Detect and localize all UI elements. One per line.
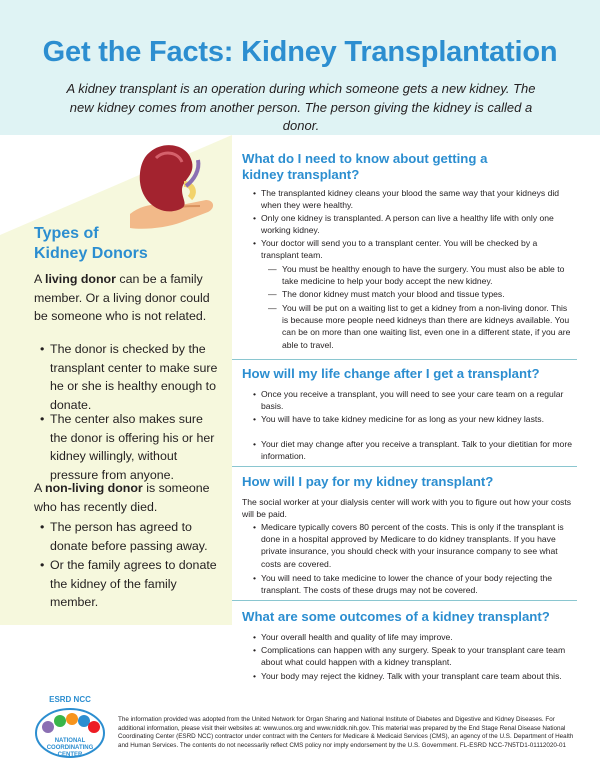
list-item-text: Your overall health and quality of life may improve. [261, 632, 453, 642]
list-item-text: Once you receive a transplant, you will need to see your care team on a regular basis. [261, 389, 564, 412]
nonliving-pre: A [34, 481, 46, 495]
living-bold: living donor [45, 272, 116, 286]
section-heading-outcomes: What are some outcomes of a kidney transplant? [242, 609, 550, 624]
payment-paragraph: The social worker at your dialysis center will work with you to figure out how your costs will be paid. [242, 497, 572, 520]
sub-list-item-text: You will be put on a waiting list to get a kidney from a non-living donor. This is because more people need kidneys than there are kidneys available. You can be on more than one waiting list, even one in a different state, if you are able to travel. [282, 303, 571, 350]
section-heading-payment: How will I pay for my kidney transplant? [242, 474, 494, 489]
list-item-text: The person has agreed to donate before passing away. [50, 520, 208, 553]
logo-top-text: ESRD NCC [49, 695, 91, 704]
heading-line: What do I need to know about getting a [242, 151, 488, 166]
list-item-text: You will need to take medicine to lower the chance of your body rejecting the transplant. The costs of these drugs may not be covered. [261, 573, 553, 596]
list-item-text: The center also makes sure the donor is offering his or her kidney willingly, without pressure from anyone. [50, 412, 215, 482]
list-item: • You will have to take kidney medicine for as long as your new kidney lasts. [253, 414, 544, 424]
list-item-text: You will have to take kidney medicine for as long as your new kidney lasts. [261, 414, 544, 424]
list-item: • The donor is checked by the transplant center to make sure he or she is healthy enough to donate. [40, 342, 218, 412]
list-item: • You will need to take medicine to lower the chance of your body rejecting the transplant. The costs of these drugs may not be covered. [253, 573, 553, 596]
section-divider [232, 466, 577, 467]
section-heading-life-change: How will my life change after I get a transplant? [242, 366, 540, 381]
kidney-in-hand-icon [120, 140, 220, 232]
list-item-text: The transplanted kidney cleans your blood the same way that your kidneys did when they were healthy. [261, 188, 560, 211]
sub-list-item-text: You must be healthy enough to have the surgery. You must also be able to take medicine to help your body accept the new kidney. [282, 264, 565, 287]
nonliving-post: is someone who has recently died. [34, 481, 210, 514]
list-item-text: Only one kidney is transplanted. A person can live a healthy life with only one working kidney. [261, 213, 554, 236]
list-item: • Or the family agrees to donate the kidney of the family member. [40, 558, 217, 609]
list-item: • The center also makes sure the donor is offering his or her kidney willingly, without pressure from anyone. [40, 412, 215, 482]
heading-line: kidney transplant? [242, 167, 360, 182]
sub-list-item: — You will be put on a waiting list to get a kidney from a non-living donor. This is because more people need kidneys than there are kidneys available. You can be on more than one waiting list, even one in a different state, if you are able to travel. [268, 303, 571, 350]
sub-list-item: — The donor kidney must match your blood and tissue types. [268, 289, 505, 299]
logo-line3: CENTER [57, 752, 83, 758]
sub-list-item: — You must be healthy enough to have the surgery. You must also be able to take medicine to help your body accept the new kidney. [268, 264, 565, 287]
footer-disclaimer: The information provided was adopted from the United Network for Organ Sharing and National Institute of Diabetes and Digestive and Kidney Diseases. For additional information, please visit their websites at: www.unos.org and www.niddk.nih.gov. This material was prepared by the End Stage Renal Disease National Coordinating Center (ESRD NCC) contractor under contract with the Centers for Medicare & Medicaid Services (CMS), an agency of the U.S. Department of Health and Human Services. The contents do not necessarily reflect CMS policy nor imply endorsement by the U.S. Government. FL-ESRD NCC-7N5TD1-01112020-01 [118, 716, 574, 749]
list-item: • Your body may reject the kidney. Talk with your transplant care team about this. [253, 671, 562, 681]
sidebar-title-line2: Kidney Donors [34, 245, 148, 262]
list-item-text: Your diet may change after you receive a transplant. Talk to your dietitian for more information. [261, 439, 572, 462]
list-item: • The person has agreed to donate before passing away. [40, 520, 208, 553]
living-donor-intro [34, 270, 222, 326]
nonliving-donor-intro [34, 479, 222, 516]
list-item: • Medicare typically covers 80 percent of the costs. This is only if the transplant is done in a hospital approved by Medicare to do kidney transplants. If you have private insurance, you should check with your insurance company to see what costs are covered. [253, 522, 564, 569]
list-item: • Complications can happen with any surgery. Speak to your transplant care team about what could happen with a kidney transplant. [253, 645, 566, 668]
list-item-text: The donor is checked by the transplant center to make sure he or she is healthy enough to donate. [50, 342, 218, 412]
sub-list-item-text: The donor kidney must match your blood and tissue types. [282, 289, 505, 299]
list-item: • Your doctor will send you to a transplant center. You will be checked by a transplant team. [253, 238, 538, 261]
list-item-text: Or the family agrees to donate the kidney of the family member. [50, 558, 217, 609]
section-heading-requirements [242, 151, 487, 183]
page-title: Get the Facts: Kidney Transplantation [42, 36, 558, 68]
list-item: • The transplanted kidney cleans your blood the same way that your kidneys did when they were healthy. [253, 188, 560, 211]
list-item-text: Medicare typically covers 80 percent of the costs. This is only if the transplant is done in a hospital approved by Medicare to do kidney transplants. If you have private insurance, you should check with your insurance company to see what costs are covered. [261, 522, 564, 569]
living-post: can be a family member. Or a living donor could be someone who is not related. [34, 272, 210, 323]
sidebar-title-line1: Types of [34, 225, 99, 242]
sidebar-title [34, 224, 148, 264]
list-item: • Once you receive a transplant, you will need to see your care team on a regular basis. [253, 389, 564, 412]
list-item: • Only one kidney is transplanted. A person can live a healthy life with only one working kidney. [253, 213, 554, 236]
intro-text: A kidney transplant is an operation during which someone gets a new kidney. The new kidney comes from another person. The person giving the kidney is called a donor. [66, 81, 536, 133]
living-pre: A [34, 272, 46, 286]
logo-line1: NATIONAL [54, 738, 86, 744]
esrd-ncc-logo [30, 693, 110, 765]
section-divider [232, 359, 577, 360]
nonliving-bold: non-living donor [45, 481, 143, 495]
list-item-text: Complications can happen with any surgery. Speak to your transplant care team about what could happen with a kidney transplant. [261, 645, 566, 668]
logo-line2: COORDINATING [46, 745, 94, 751]
list-item-text: Your body may reject the kidney. Talk with your transplant care team about this. [261, 671, 562, 681]
list-item-text: Your doctor will send you to a transplant center. You will be checked by a transplant team. [261, 238, 538, 261]
list-item: • Your overall health and quality of life may improve. [253, 632, 453, 642]
section-divider [232, 600, 577, 601]
list-item: • Your diet may change after you receive a transplant. Talk to your dietitian for more information. [253, 439, 572, 462]
